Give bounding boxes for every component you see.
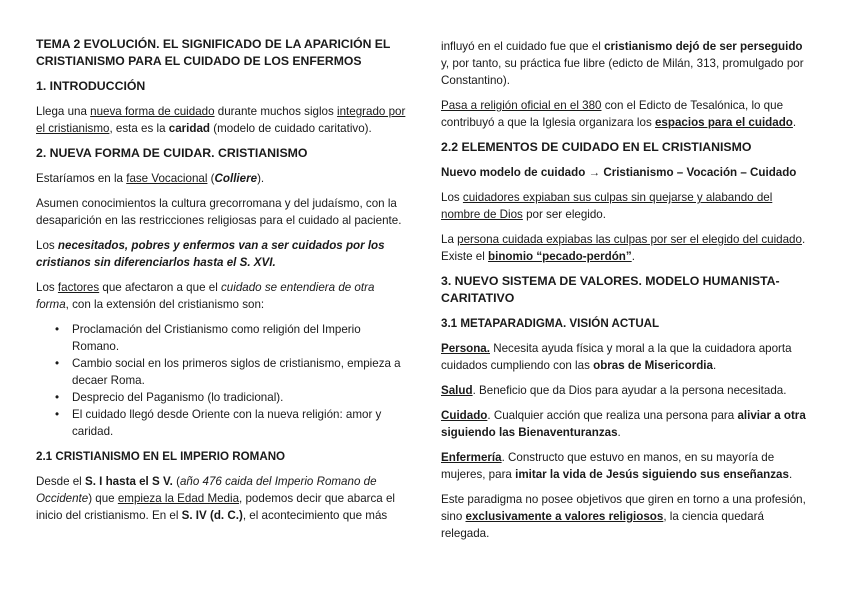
paragraph-desde: Desde el S. I hasta el S V. (año 476 caida del Imperio Romano de Occidente) que empieza la Edad Media, podemos decir que abarca el inicio del cristianismo. En el S. IV (d. C.), el acontecimiento que más: [36, 475, 395, 522]
list-item: • Desprecio del Paganismo (lo tradicional).: [72, 389, 408, 406]
heading-imperio-romano: 2.1 CRISTIANISMO EN EL IMPERIO ROMANO: [36, 450, 286, 463]
paragraph-necesitados: Los necesitados, pobres y enfermos van a ser cuidados por los cristianos sin diferenciarlos hasta el S. XVI.: [36, 239, 385, 269]
paragraph-pasa: Pasa a religión oficial en el 380 con el Edicto de Tesalónica, lo que contribuyó a que la Iglesia organizara los espacios para el cuidado.: [441, 99, 797, 129]
list-item: • Proclamación del Cristianismo como religión del Imperio Romano.: [72, 321, 408, 355]
paragraph-cuidado: Cuidado. Cualquier acción que realiza una persona para aliviar a otra siguiendo las Bienaventuranzas.: [441, 409, 806, 439]
left-column: [36, 36, 408, 532]
heading-introduccion: 1. INTRODUCCIÓN: [36, 79, 146, 93]
paragraph-fase: Estaríamos en la fase Vocacional (Colliere).: [36, 172, 265, 185]
paragraph-asumen: Asumen conocimientos la cultura grecorromana y del judaísmo, con la desaparición en las restricciones religiosas para el cuidado al paciente.: [36, 197, 402, 227]
paragraph-persona: Persona. Necesita ayuda física y moral a la que la cuidadora aporta cuidados cumpliendo con las obras de Misericordia.: [441, 342, 792, 372]
paragraph-influyo: influyó en el cuidado fue que el cristianismo dejó de ser perseguido y, por tanto, su práctica fue libre (edicto de Milán, 313, promulgado por Constantino).: [441, 40, 804, 87]
heading-sistema-valores: 3. NUEVO SISTEMA DE VALORES. MODELO HUMANISTA-CARITATIVO: [441, 274, 780, 305]
list-item: • Cambio social en los primeros siglos de cristianismo, empieza a decaer Roma.: [72, 355, 408, 389]
paragraph-enfermeria: Enfermería. Constructo que estuvo en manos, en su mayoría de mujeres, para imitar la vida de Jesús siguiendo sus enseñanzas.: [441, 451, 793, 481]
factores-list: [36, 321, 408, 440]
paragraph-cuidadores: Los cuidadores expiaban sus culpas sin quejarse y alabando del nombre de Dios por ser elegido.: [441, 191, 773, 221]
list-item: • El cuidado llegó desde Oriente con la nueva religión: amor y caridad.: [72, 406, 408, 440]
heading-nueva-forma: 2. NUEVA FORMA DE CUIDAR. CRISTIANISMO: [36, 146, 308, 160]
document-title: TEMA 2 EVOLUCIÓN. EL SIGNIFICADO DE LA APARICIÓN EL CRISTIANISMO PARA EL CUIDADO DE LOS ENFERMOS: [36, 37, 391, 68]
paragraph-salud: Salud. Beneficio que da Dios para ayudar a la persona necesitada.: [441, 384, 787, 397]
heading-elementos: 2.2 ELEMENTOS DE CUIDADO EN EL CRISTIANISMO: [441, 140, 752, 154]
heading-metaparadigma: 3.1 METAPARADIGMA. VISIÓN ACTUAL: [441, 317, 660, 330]
paragraph-modelo: Nuevo modelo de cuidado → Cristianismo – Vocación – Cuidado: [441, 166, 797, 179]
paragraph-introduccion: Llega una nueva forma de cuidado durante muchos siglos integrado por el cristianismo, esta es la caridad (modelo de cuidado caritativo).: [36, 105, 406, 135]
paragraph-factores: Los factores que afectaron a que el cuidado se entendiera de otra forma, con la extensión del cristianismo son:: [36, 281, 375, 311]
paragraph-persona-cuidada: La persona cuidada expiabas las culpas por ser el elegido del cuidado. Existe el binomio “pecado-perdón”.: [441, 233, 806, 263]
paragraph-paradigma: Este paradigma no posee objetivos que giren en torno a una profesión, sino exclusivamente a valores religiosos, la ciencia quedará relegada.: [441, 493, 806, 540]
right-column: [441, 38, 813, 550]
